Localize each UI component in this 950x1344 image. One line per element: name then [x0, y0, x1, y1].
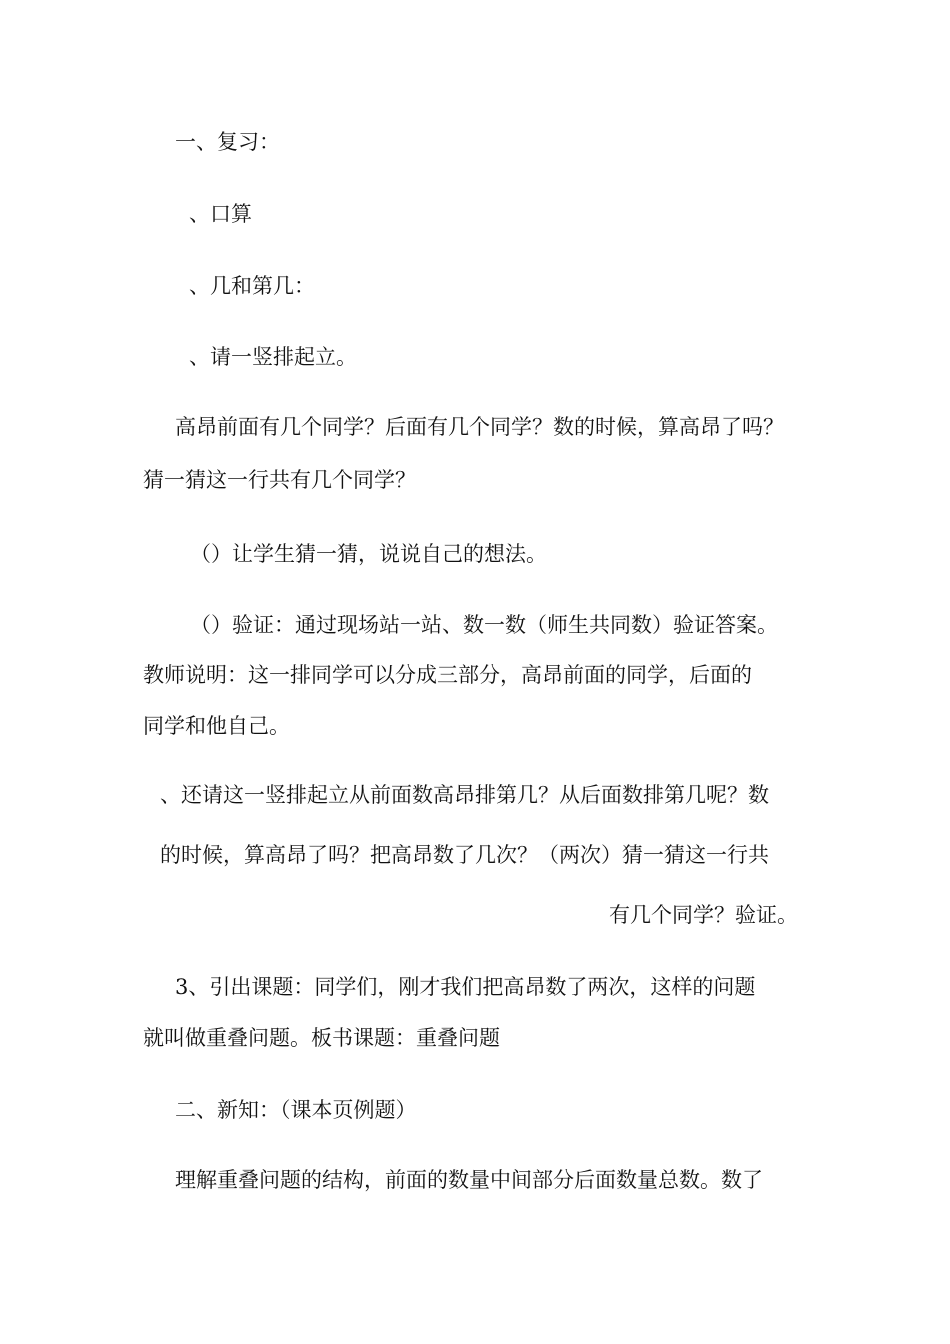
step-verify-line-3: 同学和他自己。	[143, 714, 290, 738]
list-item-ordinal: 、几和第几：	[189, 274, 315, 298]
list-item-oral-calc: 、口算	[189, 202, 252, 226]
section-heading-new-knowledge: 二、新知：（课本页例题）	[175, 1098, 417, 1122]
section-heading-review: 一、复习：	[175, 130, 280, 154]
step-verify-line-2: 教师说明：这一排同学可以分成三部分，高昂前面的同学，后面的	[143, 663, 752, 687]
paragraph-topic-line-1: 3、引出课题：同学们，刚才我们把高昂数了两次，这样的问题	[175, 975, 756, 999]
paragraph-question-line-1: 高昂前面有几个同学？后面有几个同学？数的时候，算高昂了吗？	[175, 415, 784, 439]
paragraph-topic-line-2: 就叫做重叠问题。板书课题：重叠问题	[143, 1026, 500, 1050]
paragraph-question-line-2: 猜一猜这一行共有几个同学？	[143, 468, 416, 492]
paragraph-count-again-line-2: 的时候，算高昂了吗？把高昂数了几次？（两次）猜一猜这一行共	[160, 843, 769, 867]
step-guess: （）让学生猜一猜，说说自己的想法。	[190, 542, 547, 566]
paragraph-count-again-line-1: 、还请这一竖排起立从前面数高昂排第几？从后面数排第几呢？数	[160, 783, 769, 807]
paragraph-count-again-line-3: 有几个同学？验证。	[609, 903, 798, 927]
paragraph-structure-line-1: 理解重叠问题的结构，前面的数量中间部分后面数量总数。数了	[175, 1168, 763, 1192]
list-item-stand-up: 、请一竖排起立。	[189, 345, 357, 369]
step-verify-line-1: （）验证：通过现场站一站、数一数（师生共同数）验证答案。	[190, 613, 778, 637]
